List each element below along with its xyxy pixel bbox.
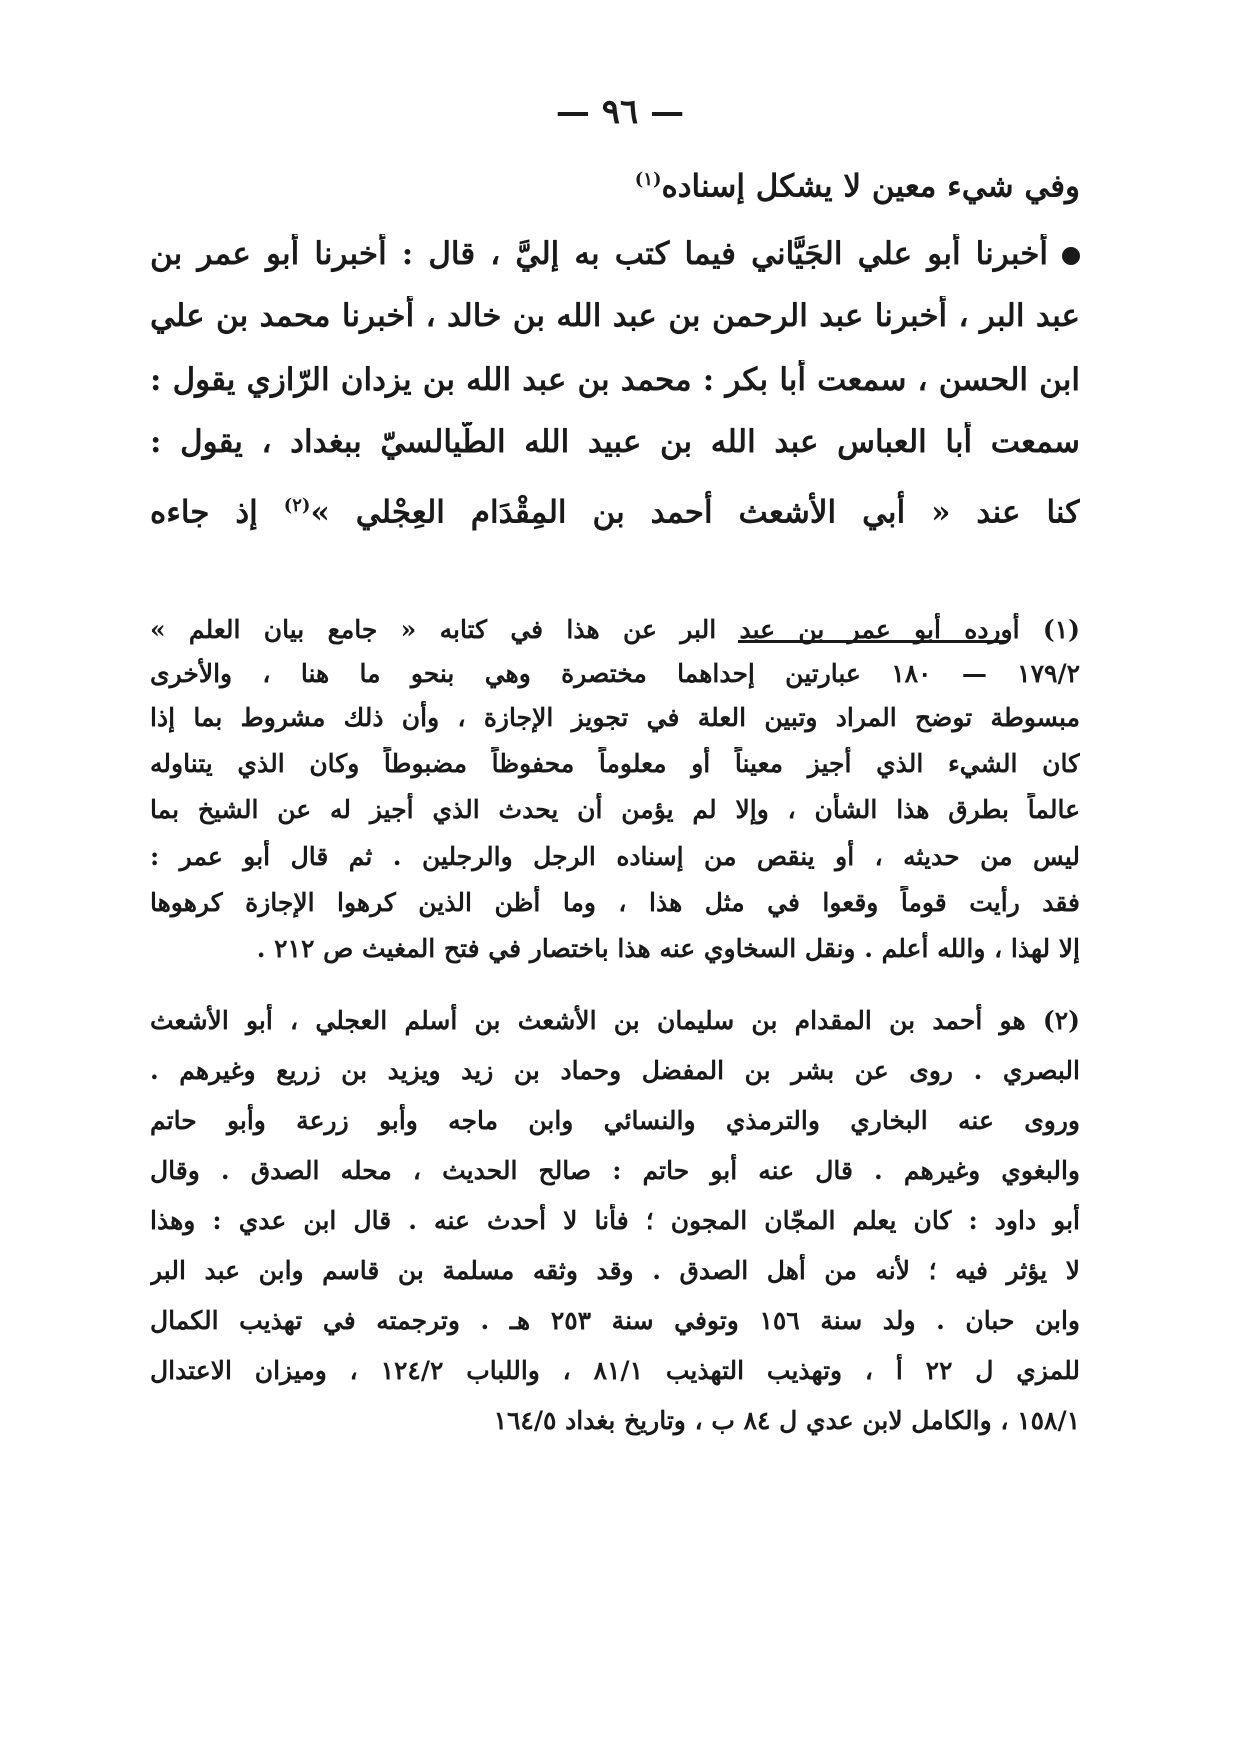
footnote-1-line-8: إلا لهذا ، والله أعلم . ونقل السخاوي عنه هذا باختصار في فتح المغيث ص ٢١٢ .: [256, 934, 1080, 963]
main-text-line-6b: إذ جاءه: [150, 494, 258, 531]
main-text-line-5: سمعت أبا العباس عبد الله بن عبيد الله الطَّيالسيّ ببغداد ، يقول :: [150, 424, 1080, 460]
footnote-2-line-3: وروى عنه البخاري والترمذي والنسائي وابن ماجه وأبو زرعة وأبو حاتم: [150, 1106, 1080, 1135]
footnote-2-line-2: البصري . روى عن بشر بن المفضل وحماد بن زيد ويزيد بن زريع وغيرهم .: [150, 1056, 1080, 1085]
footnote-2-line-5: أبو داود : كان يعلم المجّان المجون ؛ فأنا لا أحدث عنه . قال ابن عدي : وهذا: [150, 1206, 1080, 1235]
footnote-2-line-9: ١٥٨/١ ، والكامل لابن عدي ل ٨٤ ب ، وتاريخ بغداد ١٦٤/٥: [493, 1406, 1080, 1435]
footnote-1-line-2: ١٧٩/٢ — ١٨٠ عبارتين إحداهما مختصرة وهي بنحو ما هنا ، والأخرى: [150, 659, 1080, 688]
main-text-line-2: [150, 234, 1080, 274]
main-text-line-2-text: أخبرنا أبو علي الجَيَّاني فيما كتب به إليَّ ، قال : أخبرنا أبو عمر بن: [150, 236, 1048, 272]
page-number: — ٩٦ —: [555, 92, 685, 132]
footnote-ref-1: (١): [634, 169, 662, 190]
main-text-line-6: [150, 486, 1080, 532]
footnote-1-line-5: عالماً بطرق هذا الشأن ، وإلا لم يؤمن أن يحدث الذي أجيز له عن الشيخ بما: [150, 795, 1080, 824]
footnote-1-line-1: (١) أورده أبو عمر بن عبد البر عن هذا في كتابه « جامع بيان العلم »: [150, 615, 1080, 644]
bullet-icon: [1062, 247, 1080, 265]
footnote-2-line-4: والبغوي وغيرهم . قال عنه أبو حاتم : صالح الحديث ، محله الصدق . وقال: [150, 1156, 1080, 1185]
footnote-1-line-6: ليس من حديثه ، أو ينقص من إسناده الرجل والرجلين . ثم قال أبو عمر :: [150, 842, 1080, 871]
footnote-1-line-7: فقد رأيت قوماً وقعوا في مثل هذا ، وما أظن الذين كرهوا الإجازة كرهوها: [150, 888, 1080, 917]
footnote-2-line-7: وابن حبان . ولد سنة ١٥٦ وتوفي سنة ٢٥٣ هـ . وترجمته في تهذيب الكمال: [150, 1306, 1080, 1335]
main-text-line-3: عبد البر ، أخبرنا عبد الرحمن بن عبد الله بن خالد ، أخبرنا محمد بن علي: [150, 298, 1080, 334]
footnote-2-line-6: لا يؤثر فيه ؛ لأنه من أهل الصدق . وقد وثقه مسلمة بن قاسم وابن عبد البر: [150, 1256, 1080, 1285]
footnote-1-line-4: كان الشيء الذي أجيز معيناً أو معلوماً محفوظاً مضبوطاً وكان الذي يتناوله: [150, 749, 1080, 778]
main-text-line-4: ابن الحسن ، سمعت أبا بكر : محمد بن عبد الله بن يزدان الرّازي يقول :: [150, 362, 1080, 398]
footnote-2-line-1: (٢) هو أحمد بن المقدام بن سليمان بن الأشعث بن أسلم العجلي ، أبو الأشعث: [150, 1006, 1080, 1035]
footnote-2-line-8: للمزي ل ٢٢ أ ، وتهذيب التهذيب ٨١/١ ، واللباب ١٢٤/٢ ، وميزان الاعتدال: [150, 1356, 1080, 1385]
footnote-ref-2: (٢): [283, 495, 311, 516]
main-text-line-1-text: وفي شيء معين لا يشكل إسناده: [661, 168, 1080, 205]
footnote-1-line-3: مبسوطة توضح المراد وتبين العلة في تجويز الإجازة ، وأن ذلك مشروط بما إذا: [150, 703, 1080, 732]
main-text-line-1: [180, 160, 1080, 206]
main-text-line-6a: كنا عند « أبي الأشعث أحمد بن المِقْدَام العِجْلي »: [310, 494, 1080, 531]
